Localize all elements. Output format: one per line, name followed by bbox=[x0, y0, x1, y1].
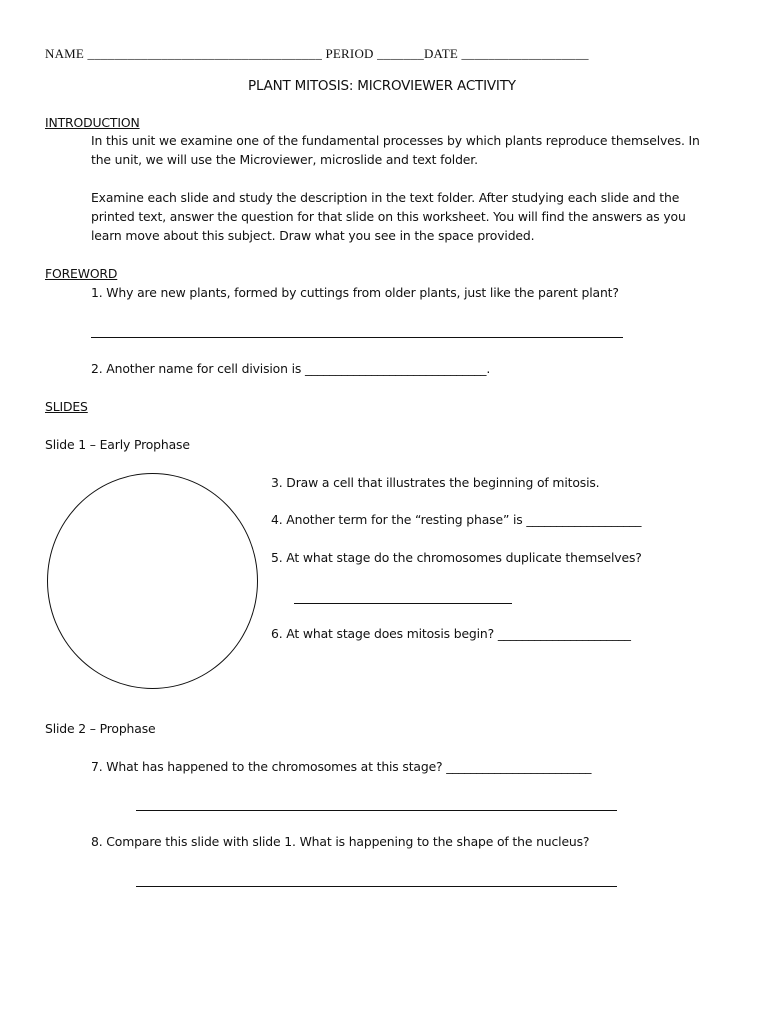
introduction-heading: INTRODUCTION bbox=[45, 115, 140, 130]
intro-paragraph-2-line-3: learn move about this subject. Draw what you see in the space provided. bbox=[91, 228, 535, 243]
question-7: 7. What has happened to the chromosomes at this stage? ________________________ bbox=[91, 759, 592, 774]
foreword-heading: FOREWORD bbox=[45, 266, 118, 281]
answer-line-q5[interactable] bbox=[294, 603, 512, 604]
question-5: 5. At what stage do the chromosomes duplicate themselves? bbox=[271, 550, 642, 565]
answer-line-q1[interactable] bbox=[91, 337, 623, 338]
question-8: 8. Compare this slide with slide 1. What is happening to the shape of the nucleus? bbox=[91, 834, 590, 849]
page-title: PLANT MITOSIS: MICROVIEWER ACTIVITY bbox=[248, 78, 516, 94]
question-2: 2. Another name for cell division is ______________________________. bbox=[91, 361, 491, 376]
intro-paragraph-2-line-1: Examine each slide and study the description in the text folder. After studying each slide and the bbox=[91, 190, 680, 205]
question-3: 3. Draw a cell that illustrates the beginning of mitosis. bbox=[271, 475, 600, 490]
slides-heading: SLIDES bbox=[45, 399, 88, 414]
intro-paragraph-1-line-1: In this unit we examine one of the fundamental processes by which plants reproduce themselves. In bbox=[91, 133, 700, 148]
intro-paragraph-1-line-2: the unit, we will use the Microviewer, microslide and text folder. bbox=[91, 152, 478, 167]
name-period-date-line[interactable]: NAME ___________________________________ PERIOD _______DATE ___________________ bbox=[45, 46, 589, 61]
question-1: 1. Why are new plants, formed by cuttings from older plants, just like the parent plant? bbox=[91, 285, 619, 300]
answer-line-q8[interactable] bbox=[136, 886, 617, 887]
drawing-circle[interactable] bbox=[47, 473, 258, 689]
slide-2-heading: Slide 2 – Prophase bbox=[45, 721, 156, 736]
answer-line-q7[interactable] bbox=[136, 810, 617, 811]
slide-1-heading: Slide 1 – Early Prophase bbox=[45, 437, 190, 452]
question-4: 4. Another term for the “resting phase” is ___________________ bbox=[271, 512, 642, 527]
question-6: 6. At what stage does mitosis begin? ______________________ bbox=[271, 626, 631, 641]
intro-paragraph-2-line-2: printed text, answer the question for that slide on this worksheet. You will find the answers as you bbox=[91, 209, 686, 224]
